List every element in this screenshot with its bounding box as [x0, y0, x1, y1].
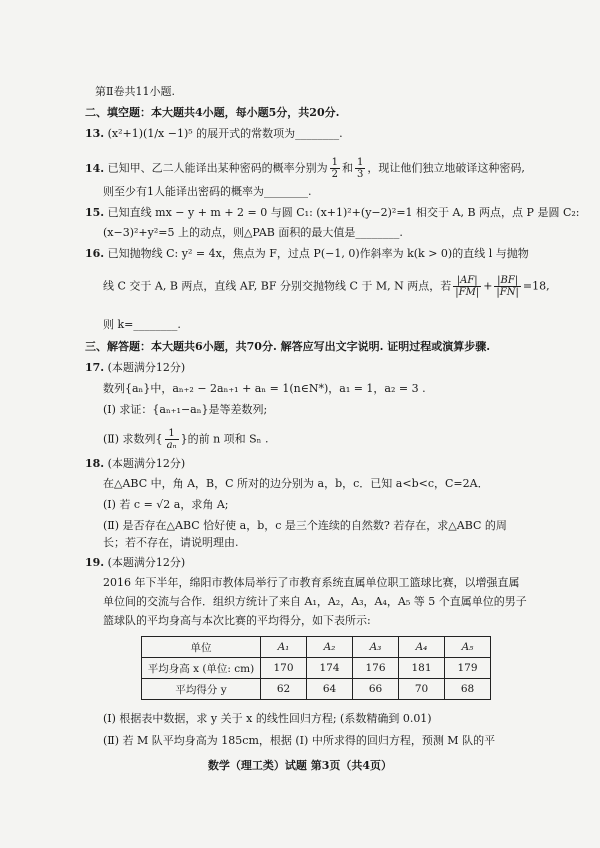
question-number: 15. — [85, 206, 105, 219]
question-18-part-2: (Ⅱ) 是否存在△ABC 恰好使 a，b，c 是三个连续的自然数? 若存在，求△ABC 的周 — [103, 519, 507, 532]
table-cell: 179 — [445, 658, 491, 679]
table-cell: 62 — [261, 679, 307, 700]
question-18-line-1: 在△ABC 中，角 A，B，C 所对的边分别为 a，b，c．已知 a<b<c，C=2A． — [103, 477, 489, 490]
question-18-part-1: (Ⅰ) 若 c = √2 a，求角 A; — [103, 498, 229, 511]
table-cell: A₁ — [261, 637, 307, 658]
question-19-part-1: (Ⅰ) 根据表中数据，求 y 关于 x 的线性回归方程; (系数精确到 0.01) — [103, 712, 432, 725]
table-cell: 单位 — [142, 637, 261, 658]
question-17-score: (本题满分12分) — [107, 361, 186, 374]
page-footer: 数学（理工类）试题 第3页（共4页） — [207, 759, 393, 772]
question-19-score: (本题满分12分) — [107, 556, 186, 569]
question-18-score: (本题满分12分) — [107, 457, 186, 470]
table-cell: 170 — [261, 658, 307, 679]
question-14-text-end: ，现让他们独立地破译这种密码, — [367, 161, 525, 175]
question-18-part-2-cont: 长；若不存在，请说明理由. — [103, 536, 239, 549]
question-13-text: 的展开式的常数项为________. — [196, 127, 343, 140]
question-15 — [85, 206, 579, 220]
question-14 — [85, 157, 525, 180]
question-15-line-2: (x−3)²+y²=5 上的动点，则△PAB 面积的最大值是________. — [103, 226, 403, 239]
question-16-text-end: =18, — [522, 279, 550, 293]
section-answer-title: 三、解答题：本大题共6小题，共70分. 解答应写出文字说明. 证明过程或演算步骤. — [85, 340, 491, 353]
table-cell: A₃ — [353, 637, 399, 658]
table-cell: 66 — [353, 679, 399, 700]
table-cell: 174 — [307, 658, 353, 679]
table-cell: 平均身高 x (单位: cm) — [142, 658, 261, 679]
question-number: 13. — [85, 127, 105, 140]
table-cell: A₂ — [307, 637, 353, 658]
question-16-line-2 — [103, 275, 550, 298]
fraction-one-half: $\frac{1}{2}$ — [331, 157, 339, 180]
question-19-part-2: (Ⅱ) 若 M 队平均身高为 185cm，根据 (Ⅰ) 中所求得的回归方程，预测 M 队的平 — [103, 734, 496, 747]
question-17 — [85, 361, 185, 375]
question-19 — [85, 556, 185, 570]
table-cell: A₅ — [445, 637, 491, 658]
plus-sign: + — [483, 279, 493, 293]
question-17-part-2-text: (Ⅱ) 求数列{ — [103, 432, 163, 446]
table-cell: 70 — [399, 679, 445, 700]
question-18 — [85, 457, 185, 471]
table-cell: 176 — [353, 658, 399, 679]
question-14-text: 已知甲、乙二人能译出某种密码的概率分别为 — [107, 161, 328, 175]
question-17-part-2 — [103, 428, 268, 451]
question-16-line-3: 则 k=________. — [103, 318, 181, 331]
table-cell: A₄ — [399, 637, 445, 658]
fraction-bf-over-fn: $\frac{|BF|}{|FN|}$ — [496, 275, 519, 298]
question-16-line-1: 已知抛物线 C: y² = 4x，焦点为 F，过点 P(−1, 0)作斜率为 k(k > 0)的直线 l 与抛物 — [107, 247, 529, 260]
fraction-one-third: $\frac{1}{3}$ — [357, 157, 364, 180]
table-row — [142, 658, 491, 679]
question-17-part-1: (Ⅰ) 求证：{aₙ₊₁−aₙ}是等差数列; — [103, 403, 268, 416]
table-header-row — [142, 637, 491, 658]
question-13 — [85, 127, 343, 141]
part-note: 第Ⅱ卷共11小题. — [95, 85, 175, 98]
table-cell: 68 — [445, 679, 491, 700]
fraction-one-over-an: $\frac{1}{\text{aₙ}}$ — [166, 428, 177, 451]
question-19-para-3: 篮球队的平均身高与本次比赛的平均得分，如下表所示: — [103, 614, 371, 627]
question-15-line-1: 已知直线 mx − y + m + 2 = 0 与圆 C₁: (x+1)²+(y−2)²=1 相交于 A, B 两点，点 P 是圆 C₂: — [107, 206, 580, 219]
fraction-af-over-fm: $\frac{|AF|}{|FM|}$ — [455, 275, 480, 298]
question-16 — [85, 247, 529, 261]
question-16-text: 线 C 交于 A, B 两点，直线 AF, BF 分别交抛物线 C 于 M, N 两点，若 — [103, 279, 452, 293]
question-14-and: 和 — [342, 161, 354, 175]
question-number: 18. — [85, 457, 105, 470]
question-14-line-2: 则至少有1人能译出密码的概率为________. — [103, 185, 312, 198]
question-13-expression: (x²+1)(1/x −1)⁵ — [107, 127, 193, 140]
question-number: 14. — [85, 161, 105, 175]
question-number: 17. — [85, 361, 105, 374]
table-row — [142, 679, 491, 700]
question-number: 19. — [85, 556, 105, 569]
section-fill-in-title: 二、填空题：本大题共4小题，每小题5分，共20分. — [85, 106, 340, 119]
question-17-line-1: 数列{aₙ}中，aₙ₊₂ − 2aₙ₊₁ + aₙ = 1(n∈N*)，a₁ = 1，a₂ = 3 . — [103, 382, 426, 395]
table-cell: 181 — [399, 658, 445, 679]
table-cell: 平均得分 y — [142, 679, 261, 700]
question-19-para-2: 单位间的交流与合作．组织方统计了来自 A₁，A₂，A₃，A₄，A₅ 等 5 个直属单位的男子 — [103, 595, 527, 608]
table-cell: 64 — [307, 679, 353, 700]
question-19-para-1: 2016 年下半年，绵阳市教体局举行了市教育系统直属单位职工篮球比赛，以增强直属 — [103, 576, 520, 589]
question-number: 16. — [85, 247, 105, 260]
question-17-part-2-end: }的前 n 项和 Sₙ . — [180, 432, 269, 446]
data-table — [141, 636, 491, 700]
